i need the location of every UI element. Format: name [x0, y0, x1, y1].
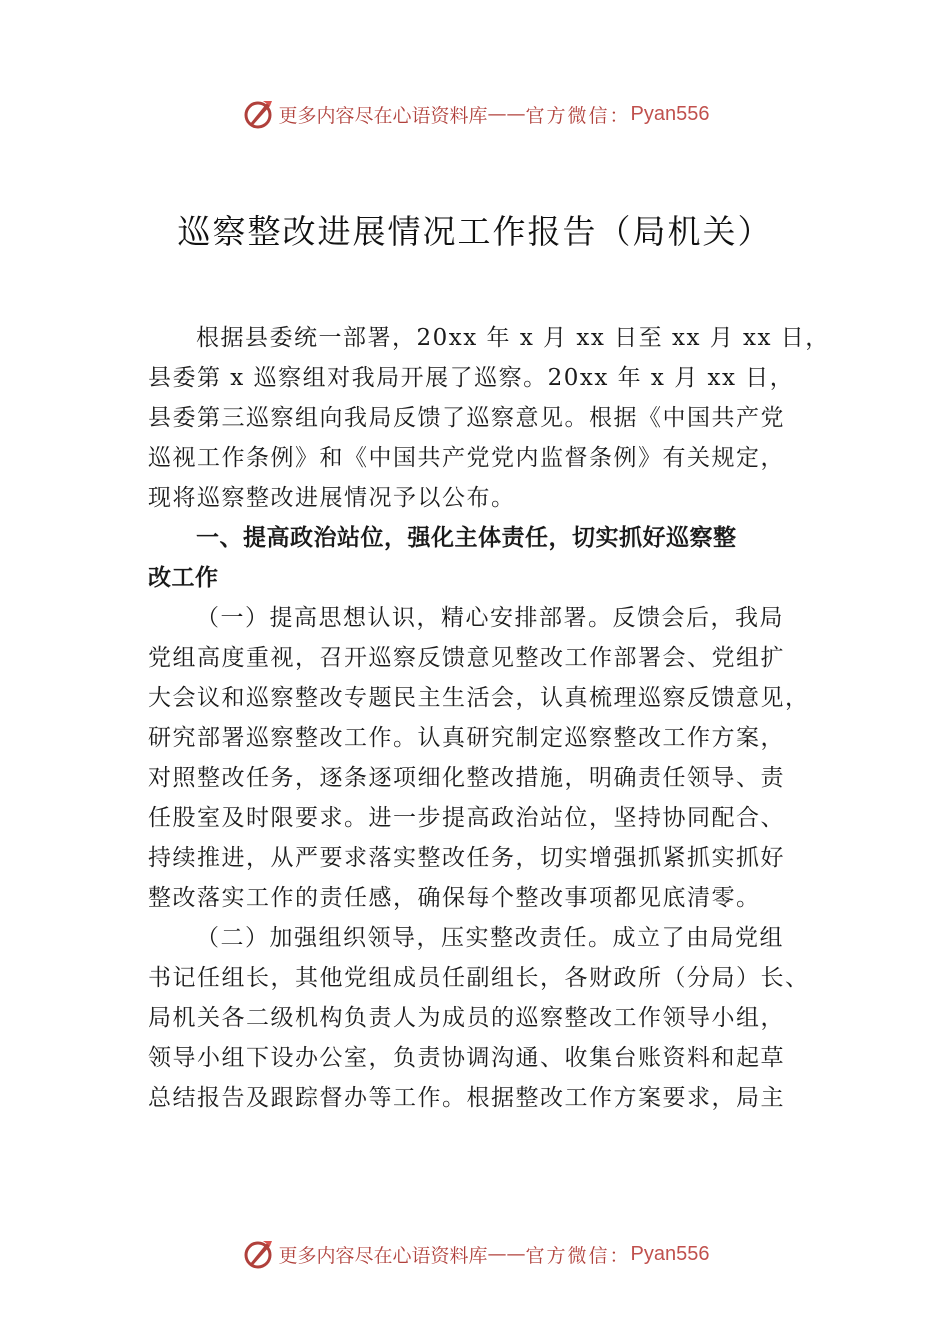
body-line: 巡视工作条例》和《中国共产党党内监督条例》有关规定，: [148, 445, 785, 471]
body-line: 党组高度重视，召开巡察反馈意见整改工作部署会、党组扩: [148, 645, 785, 671]
banner-separator: ——: [487, 1243, 526, 1265]
section-heading-continued: 改工作: [148, 565, 219, 591]
banner-wechat-label: 官方微信：: [525, 1244, 631, 1267]
banner-wechat-label: 官方微信：: [525, 104, 631, 127]
body-line: 任股室及时限要求。进一步提高政治站位，坚持协同配合、: [148, 805, 785, 831]
body-line: 县委第三巡察组向我局反馈了巡察意见。根据《中国共产党: [148, 405, 785, 431]
body-line: 对照整改任务，逐条逐项细化整改措施，明确责任领导、责: [148, 765, 785, 791]
document-title: 巡察整改进展情况工作报告（局机关）: [177, 212, 773, 251]
document-body: [148, 318, 830, 1118]
banner-wechat-id: Pyan556: [630, 1242, 710, 1265]
banner-brand-text: 更多内容尽在心语资料库: [278, 104, 488, 127]
body-line: 总结报告及跟踪督办等工作。根据整改工作方案要求，局主: [148, 1085, 785, 1111]
body-line: （二）加强组织领导，压实整改责任。成立了由局党组: [196, 925, 784, 951]
body-line: 局机关各二级机构负责人为成员的巡察整改工作领导小组，: [148, 1005, 785, 1031]
body-line: 根据县委统一部署，20xx 年 x 月 xx 日至 xx 月 xx 日，: [196, 325, 830, 351]
banner-brand-text: 更多内容尽在心语资料库: [278, 1244, 488, 1267]
body-line: 书记任组长，其他党组成员任副组长，各财政所（分局）长、: [148, 965, 810, 991]
quill-pen-circle-icon: [241, 1237, 275, 1271]
body-line: 现将巡察整改进展情况予以公布。: [148, 485, 516, 511]
banner-separator: ——: [487, 103, 526, 125]
body-line: 领导小组下设办公室，负责协调沟通、收集台账资料和起草: [148, 1045, 785, 1071]
body-line: 县委第 x 巡察组对我局开展了巡察。20xx 年 x 月 xx 日，: [148, 365, 795, 391]
body-line: （一）提高思想认识，精心安排部署。反馈会后，我局: [196, 605, 784, 631]
section-heading: 一、提高政治站位，强化主体责任，切实抓好巡察整: [196, 525, 737, 551]
body-line: 研究部署巡察整改工作。认真研究制定巡察整改工作方案，: [148, 725, 785, 751]
body-line: 大会议和巡察整改专题民主生活会，认真梳理巡察反馈意见，: [148, 685, 810, 711]
banner-wechat-id: Pyan556: [630, 102, 710, 125]
top-banner: [0, 96, 950, 132]
bottom-banner: [0, 1236, 950, 1272]
quill-pen-circle-icon: [241, 97, 275, 131]
body-line: 持续推进，从严要求落实整改任务，切实增强抓紧抓实抓好: [148, 845, 785, 871]
body-line: 整改落实工作的责任感，确保每个整改事项都见底清零。: [148, 885, 761, 911]
